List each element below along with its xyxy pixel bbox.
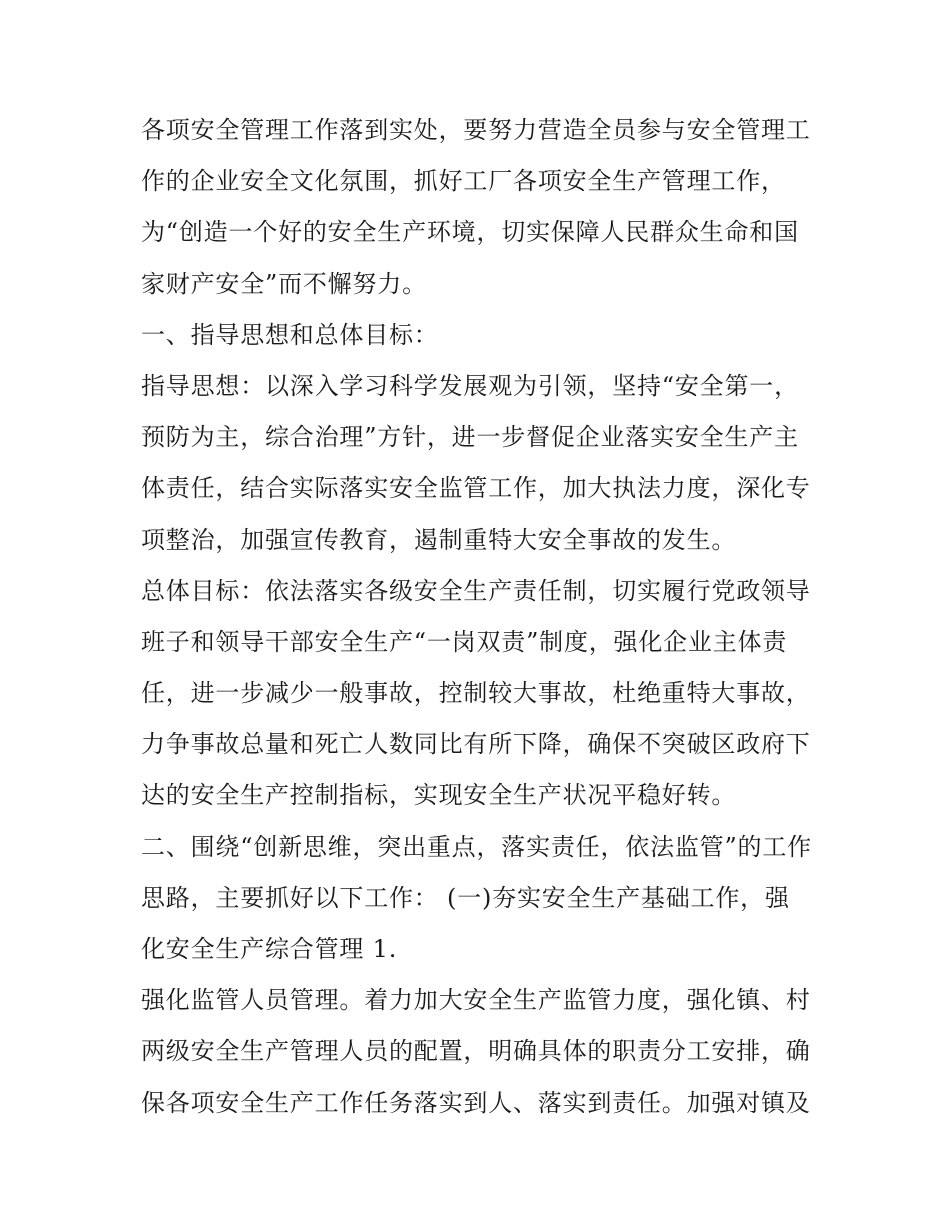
text-line: 项整治，加强宣传教育，遏制重特大安全事故的发生。 xyxy=(141,525,737,554)
text-line: 总体目标：依法落实各级安全生产责任制，切实履行党政领导 xyxy=(141,576,811,605)
text-line: 班子和领导干部安全生产“一岗双责”制度，强化企业主体责 xyxy=(141,627,788,656)
text-line: 保各项安全生产工作任务落实到人、落实到责任。加强对镇及 xyxy=(141,1088,811,1117)
text-line: 指导思想：以深入学习科学发展观为引领，坚持“安全第一， xyxy=(141,371,799,400)
text-line: 任，进一步减少一般事故，控制较大事故，杜绝重特大事故， xyxy=(141,679,811,708)
text-line: 思路，主要抓好以下工作： (一)夯实安全生产基础工作，强 xyxy=(141,883,790,912)
text-line: 达的安全生产控制指标，实现安全生产状况平稳好转。 xyxy=(141,781,737,810)
text-line: 各项安全管理工作落到实处，要努力营造全员参与安全管理工 xyxy=(141,116,811,144)
text-line: 两级安全生产管理人员的配置，明确具体的职责分工安排，确 xyxy=(141,1037,811,1066)
document-body xyxy=(141,105,821,1129)
section-heading: 一、指导思想和总体目标： xyxy=(141,320,439,349)
text-line: 化安全生产综合管理 1. xyxy=(141,935,398,963)
text-line: 家财产安全”而不懈努力。 xyxy=(141,269,427,298)
text-line: 强化监管人员管理。着力加大安全生产监管力度，强化镇、村 xyxy=(141,986,811,1015)
text-line: 作的企业安全文化氛围，抓好工厂各项安全生产管理工作， xyxy=(141,167,786,196)
text-line: 预防为主，综合治理”方针，进一步督促企业落实安全生产主 xyxy=(141,423,799,452)
text-line: 体责任，结合实际落实安全监管工作，加大执法力度，深化专 xyxy=(141,474,811,503)
section-heading: 二、围绕“创新思维，突出重点，落实责任，依法监管”的工作 xyxy=(141,832,812,861)
text-line: 力争事故总量和死亡人数同比有所下降，确保不突破区政府下 xyxy=(141,730,811,759)
text-line: 为“创造一个好的安全生产环境，切实保障人民群众生命和国 xyxy=(141,218,799,247)
